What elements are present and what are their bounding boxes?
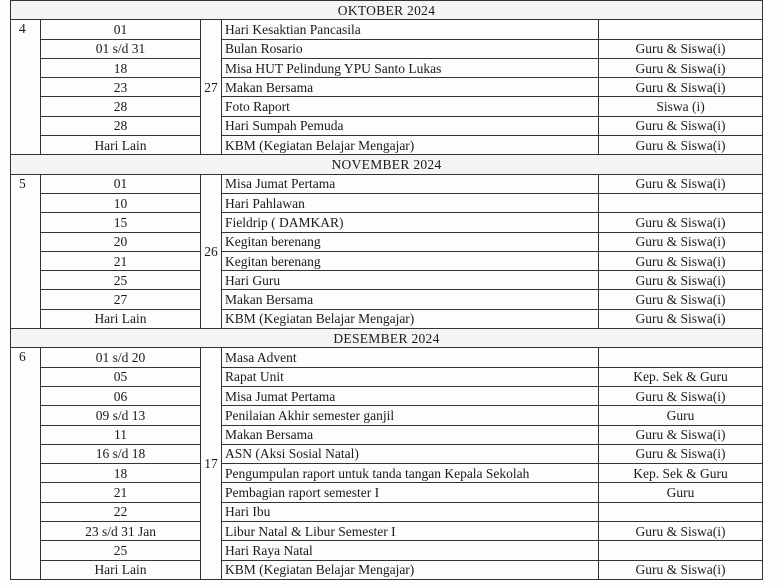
date-cell: 25 xyxy=(41,541,201,560)
participants-cell: Guru xyxy=(599,406,763,425)
date-cell: Hari Lain xyxy=(41,136,201,155)
date-cell: 18 xyxy=(41,58,201,77)
table-row xyxy=(11,58,763,77)
activity-cell: Hari Sumpah Pemuda xyxy=(222,116,599,135)
activity-cell: Penilaian Akhir semester ganjil xyxy=(222,406,599,425)
date-cell: 05 xyxy=(41,367,201,386)
activity-cell: KBM (Kegiatan Belajar Mengajar) xyxy=(222,136,599,155)
participants-cell: Guru & Siswa(i) xyxy=(599,522,763,541)
participants-cell: Guru & Siswa(i) xyxy=(599,78,763,97)
participants-cell: Guru & Siswa(i) xyxy=(599,116,763,135)
month-header-row xyxy=(11,155,763,174)
effective-days: 17 xyxy=(201,348,222,580)
month-header: DESEMBER 2024 xyxy=(11,329,763,348)
section-number: 6 xyxy=(11,348,41,580)
date-cell: 21 xyxy=(41,483,201,502)
table-row xyxy=(11,20,763,39)
table-row xyxy=(11,483,763,502)
table-row xyxy=(11,425,763,444)
date-cell: Hari Lain xyxy=(41,309,201,328)
table-row xyxy=(11,213,763,232)
table-row xyxy=(11,97,763,116)
participants-cell xyxy=(599,348,763,367)
date-cell: 21 xyxy=(41,251,201,270)
participants-cell: Guru & Siswa(i) xyxy=(599,213,763,232)
table-row xyxy=(11,251,763,270)
calendar-sheet xyxy=(10,0,762,580)
table-row xyxy=(11,464,763,483)
date-cell: 25 xyxy=(41,271,201,290)
table-row xyxy=(11,116,763,135)
date-cell: 18 xyxy=(41,464,201,483)
date-cell: 01 xyxy=(41,20,201,39)
activity-cell: Libur Natal & Libur Semester I xyxy=(222,522,599,541)
activity-cell: Makan Bersama xyxy=(222,290,599,309)
section-number: 5 xyxy=(11,174,41,328)
activity-cell: Hari Ibu xyxy=(222,502,599,521)
date-cell: 23 s/d 31 Jan xyxy=(41,522,201,541)
activity-cell: Pembagian raport semester I xyxy=(222,483,599,502)
table-row xyxy=(11,232,763,251)
table-row xyxy=(11,78,763,97)
participants-cell: Guru & Siswa(i) xyxy=(599,174,763,193)
participants-cell: Kep. Sek & Guru xyxy=(599,367,763,386)
participants-cell: Guru & Siswa(i) xyxy=(599,560,763,579)
table-row xyxy=(11,348,763,367)
participants-cell: Guru & Siswa(i) xyxy=(599,425,763,444)
activity-cell: Kegitan berenang xyxy=(222,232,599,251)
participants-cell: Guru & Siswa(i) xyxy=(599,39,763,58)
table-row xyxy=(11,502,763,521)
activity-cell: Makan Bersama xyxy=(222,425,599,444)
participants-cell: Guru & Siswa(i) xyxy=(599,58,763,77)
activity-cell: Hari Pahlawan xyxy=(222,193,599,212)
activity-cell: Pengumpulan raport untuk tanda tangan Kepala Sekolah xyxy=(222,464,599,483)
section-number: 4 xyxy=(11,20,41,155)
participants-cell: Guru & Siswa(i) xyxy=(599,136,763,155)
table-row xyxy=(11,386,763,405)
activity-cell: Makan Bersama xyxy=(222,78,599,97)
participants-cell: Guru & Siswa(i) xyxy=(599,232,763,251)
table-row xyxy=(11,271,763,290)
date-cell: 01 s/d 31 xyxy=(41,39,201,58)
participants-cell xyxy=(599,193,763,212)
activity-calendar-table xyxy=(10,0,763,580)
table-row xyxy=(11,560,763,579)
activity-cell: Fieldrip ( DAMKAR) xyxy=(222,213,599,232)
activity-cell: Misa Jumat Pertama xyxy=(222,386,599,405)
month-header: NOVEMBER 2024 xyxy=(11,155,763,174)
date-cell: 28 xyxy=(41,97,201,116)
participants-cell: Guru & Siswa(i) xyxy=(599,271,763,290)
activity-cell: Rapat Unit xyxy=(222,367,599,386)
table-row xyxy=(11,522,763,541)
activity-cell: Bulan Rosario xyxy=(222,39,599,58)
activity-cell: ASN (Aksi Sosial Natal) xyxy=(222,444,599,463)
activity-cell: KBM (Kegiatan Belajar Mengajar) xyxy=(222,560,599,579)
participants-cell: Guru & Siswa(i) xyxy=(599,290,763,309)
effective-days: 26 xyxy=(201,174,222,328)
date-cell: 23 xyxy=(41,78,201,97)
table-row xyxy=(11,406,763,425)
participants-cell: Guru & Siswa(i) xyxy=(599,309,763,328)
date-cell: 06 xyxy=(41,386,201,405)
calendar-body xyxy=(11,1,763,580)
participants-cell: Guru & Siswa(i) xyxy=(599,444,763,463)
participants-cell: Siswa (i) xyxy=(599,97,763,116)
date-cell: 01 xyxy=(41,174,201,193)
table-row xyxy=(11,174,763,193)
participants-cell xyxy=(599,502,763,521)
date-cell: 27 xyxy=(41,290,201,309)
table-row xyxy=(11,193,763,212)
activity-cell: Masa Advent xyxy=(222,348,599,367)
activity-cell: Foto Raport xyxy=(222,97,599,116)
activity-cell: Hari Kesaktian Pancasila xyxy=(222,20,599,39)
date-cell: 09 s/d 13 xyxy=(41,406,201,425)
activity-cell: Misa Jumat Pertama xyxy=(222,174,599,193)
activity-cell: Hari Guru xyxy=(222,271,599,290)
participants-cell: Guru xyxy=(599,483,763,502)
activity-cell: Misa HUT Pelindung YPU Santo Lukas xyxy=(222,58,599,77)
table-row xyxy=(11,39,763,58)
month-header-row xyxy=(11,1,763,20)
date-cell: 20 xyxy=(41,232,201,251)
date-cell: 11 xyxy=(41,425,201,444)
table-row xyxy=(11,136,763,155)
date-cell: Hari Lain xyxy=(41,560,201,579)
date-cell: 28 xyxy=(41,116,201,135)
month-header-row xyxy=(11,329,763,348)
date-cell: 15 xyxy=(41,213,201,232)
date-cell: 22 xyxy=(41,502,201,521)
activity-cell: Hari Raya Natal xyxy=(222,541,599,560)
table-row xyxy=(11,290,763,309)
date-cell: 01 s/d 20 xyxy=(41,348,201,367)
participants-cell: Guru & Siswa(i) xyxy=(599,386,763,405)
participants-cell xyxy=(599,541,763,560)
table-row xyxy=(11,367,763,386)
table-row xyxy=(11,541,763,560)
date-cell: 16 s/d 18 xyxy=(41,444,201,463)
table-row xyxy=(11,309,763,328)
participants-cell: Guru & Siswa(i) xyxy=(599,251,763,270)
participants-cell: Kep. Sek & Guru xyxy=(599,464,763,483)
date-cell: 10 xyxy=(41,193,201,212)
activity-cell: Kegitan berenang xyxy=(222,251,599,270)
month-header: OKTOBER 2024 xyxy=(11,1,763,20)
effective-days: 27 xyxy=(201,20,222,155)
table-row xyxy=(11,444,763,463)
activity-cell: KBM (Kegiatan Belajar Mengajar) xyxy=(222,309,599,328)
participants-cell xyxy=(599,20,763,39)
